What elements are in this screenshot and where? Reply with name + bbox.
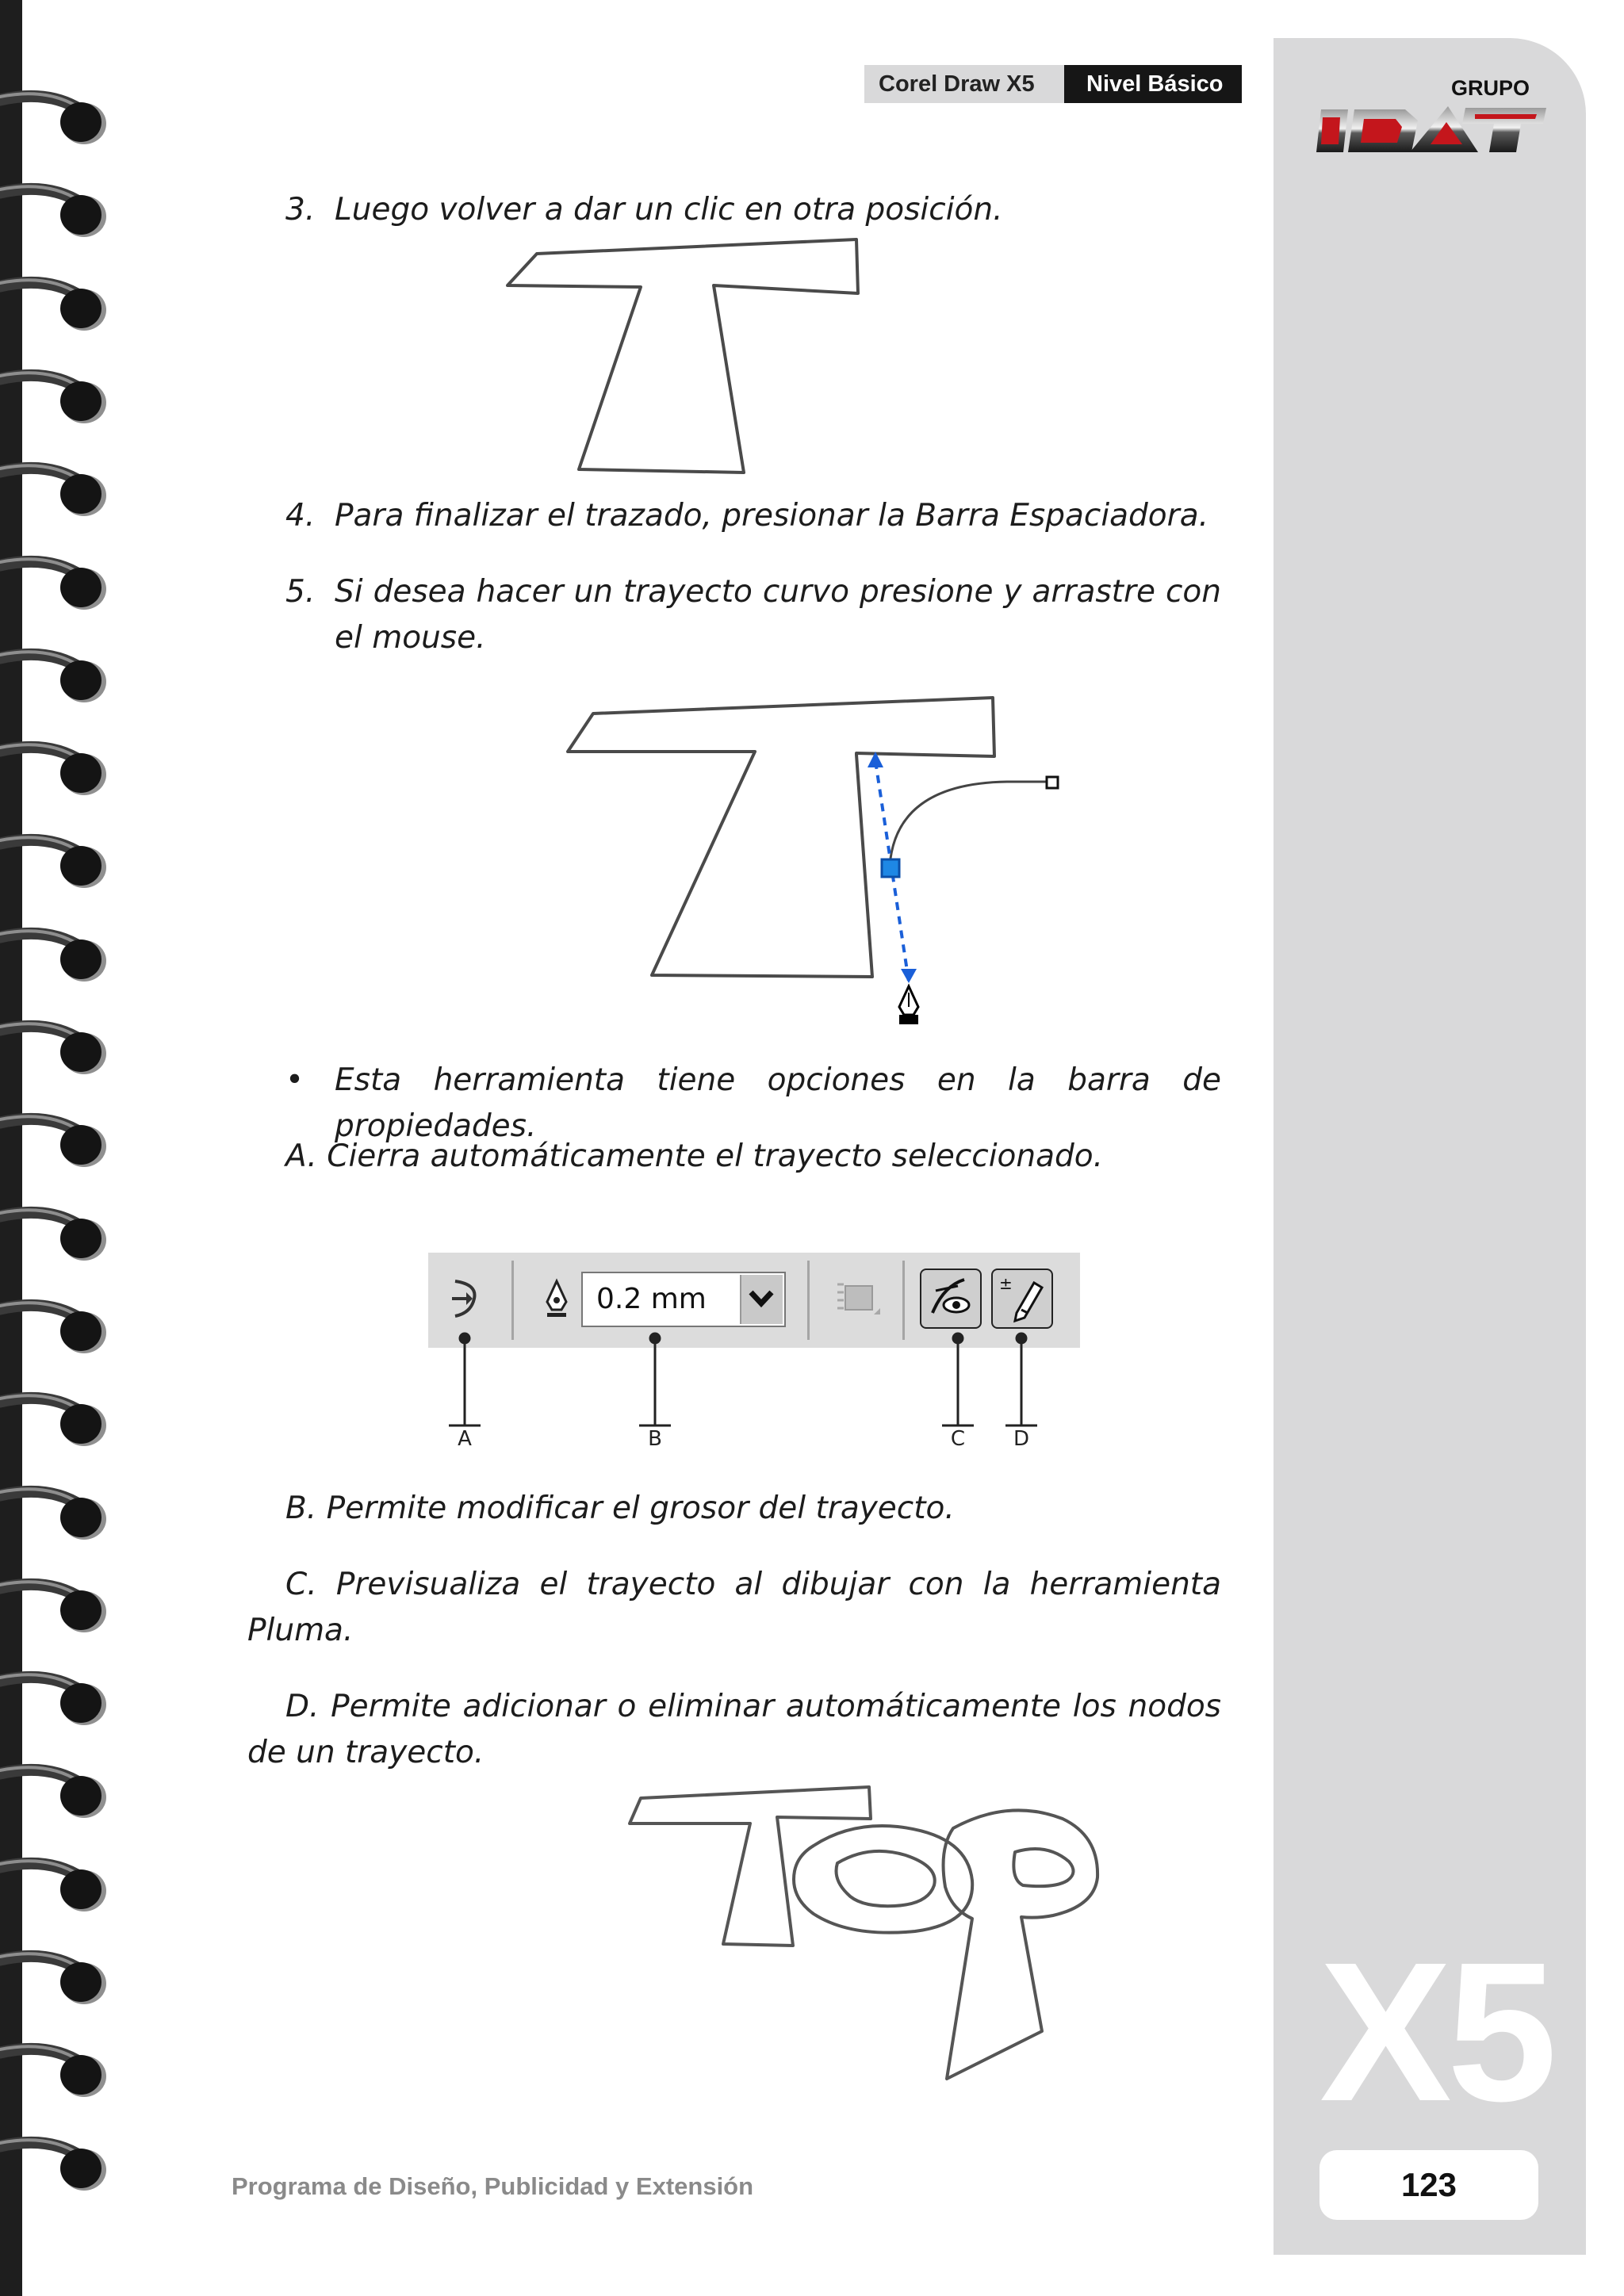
page-number: 123 [1320, 2150, 1538, 2220]
option-text: Permite modificar el grosor del trayecto. [326, 1490, 955, 1526]
properties-bullet [285, 1058, 1221, 1144]
binding-ring-icon [0, 1298, 111, 1361]
edition-mark: X5 [1320, 1921, 1553, 2142]
curve-drawing-figure [555, 682, 1078, 1039]
binding-ring-icon [0, 740, 111, 803]
chevron-down-icon [741, 1275, 781, 1321]
binding-ring-icon [0, 554, 111, 618]
callout-b-label: B [648, 1427, 662, 1451]
toolbar-separator [902, 1261, 905, 1340]
binding-ring-icon [0, 647, 111, 710]
option-letter: B. [285, 1490, 317, 1526]
option-letter: A. [285, 1138, 317, 1174]
preview-eye-icon [921, 1270, 980, 1327]
logo-grupo-text: GRUPO [1451, 76, 1530, 100]
callout-c-label: C [950, 1427, 966, 1451]
step-text: Para finalizar el trazado, presionar la Barra Espaciadora. [335, 498, 1208, 534]
step-3 [285, 187, 1221, 235]
callout-a-label: A [458, 1427, 472, 1451]
callout-d-label: D [1013, 1427, 1030, 1451]
t-path [568, 698, 994, 977]
step-text: Luego volver a dar un clic en otra posición. [335, 192, 1003, 228]
preview-mode-button[interactable] [920, 1269, 982, 1329]
binding-ring-icon [0, 89, 111, 152]
wrap-disabled-icon [834, 1278, 883, 1322]
step-number: 5. [285, 574, 316, 610]
binding-ring-icon [0, 926, 111, 989]
letter-o-inner-path [837, 1851, 935, 1906]
option-a [285, 1134, 1221, 1181]
binding-ring-icon [0, 1762, 111, 1826]
binding-ring-icon [0, 182, 111, 245]
binding-ring-icon [0, 832, 111, 896]
toolbar-separator [807, 1261, 810, 1340]
course-tab: Corel Draw X5 [864, 65, 1064, 103]
binding-ring-icon [0, 1856, 111, 1919]
binding-ring-icon [0, 1391, 111, 1454]
auto-add-delete-button[interactable] [991, 1269, 1053, 1329]
idat-logo [1316, 76, 1546, 163]
binding-ring-icon [0, 275, 111, 339]
dropdown-arrow-button[interactable] [740, 1275, 783, 1324]
option-text: Previsualiza el trayecto al dibujar con la herramienta Pluma. [247, 1567, 1221, 1648]
t-letter-figure [476, 230, 888, 484]
end-node-icon [1047, 777, 1058, 788]
step-number: 4. [285, 498, 316, 534]
binding-ring-icon [0, 1949, 111, 2012]
toolbar-separator [511, 1261, 514, 1340]
binding-ring-icon [0, 1112, 111, 1175]
step-5 [285, 569, 1221, 664]
step-number: 3. [285, 192, 316, 228]
bullet-mark: • [285, 1062, 304, 1098]
svg-text:±: ± [999, 1274, 1013, 1293]
program-footer: Programa de Diseño, Publicidad y Extensión [232, 2172, 754, 2200]
level-tab: Nivel Básico [1064, 65, 1242, 103]
outline-width-icon [542, 1278, 571, 1319]
pen-cursor-icon [899, 986, 918, 1024]
pen-plus-minus-icon [993, 1270, 1051, 1327]
binding-ring-icon [0, 1577, 111, 1640]
t-path [508, 239, 858, 473]
binding-ring-icon [0, 1484, 111, 1548]
bullet-text: Esta herramienta tiene opciones en la barra de propiedades. [335, 1062, 1221, 1144]
binding-ring-icon [0, 1019, 111, 1082]
callout-lines [428, 1332, 1080, 1451]
binding-ring-icon [0, 1205, 111, 1269]
curve-segment [890, 782, 1051, 866]
binding-ring-icon [0, 461, 111, 524]
binding-ring-icon [0, 1670, 111, 1733]
logo-mark-icon [1316, 103, 1546, 155]
option-d [247, 1684, 1221, 1776]
outline-width-value: 0.2 mm [596, 1283, 707, 1315]
top-word-figure [619, 1776, 1110, 2093]
letter-p-inner-path [1013, 1849, 1073, 1886]
control-point-bottom-icon [901, 969, 917, 983]
anchor-node-icon [882, 859, 899, 877]
binding-ring-icon [0, 2135, 111, 2198]
option-letter: D. [285, 1689, 320, 1724]
binding-ring-icon [0, 368, 111, 431]
binding-ring-icon [0, 2042, 111, 2105]
step-text: Si desea hacer un trayecto curvo presione y arrastre con el mouse. [335, 574, 1221, 656]
option-text: Cierra automáticamente el trayecto seleccionado. [327, 1138, 1104, 1174]
auto-close-curve-icon[interactable] [449, 1276, 481, 1321]
option-letter: C. [285, 1567, 317, 1602]
option-text: Permite adicionar o eliminar automáticamente los nodos de un trayecto. [247, 1689, 1221, 1770]
option-c [247, 1562, 1221, 1654]
step-4 [285, 493, 1221, 541]
option-b [285, 1486, 1221, 1533]
letter-t-path [630, 1787, 871, 1946]
